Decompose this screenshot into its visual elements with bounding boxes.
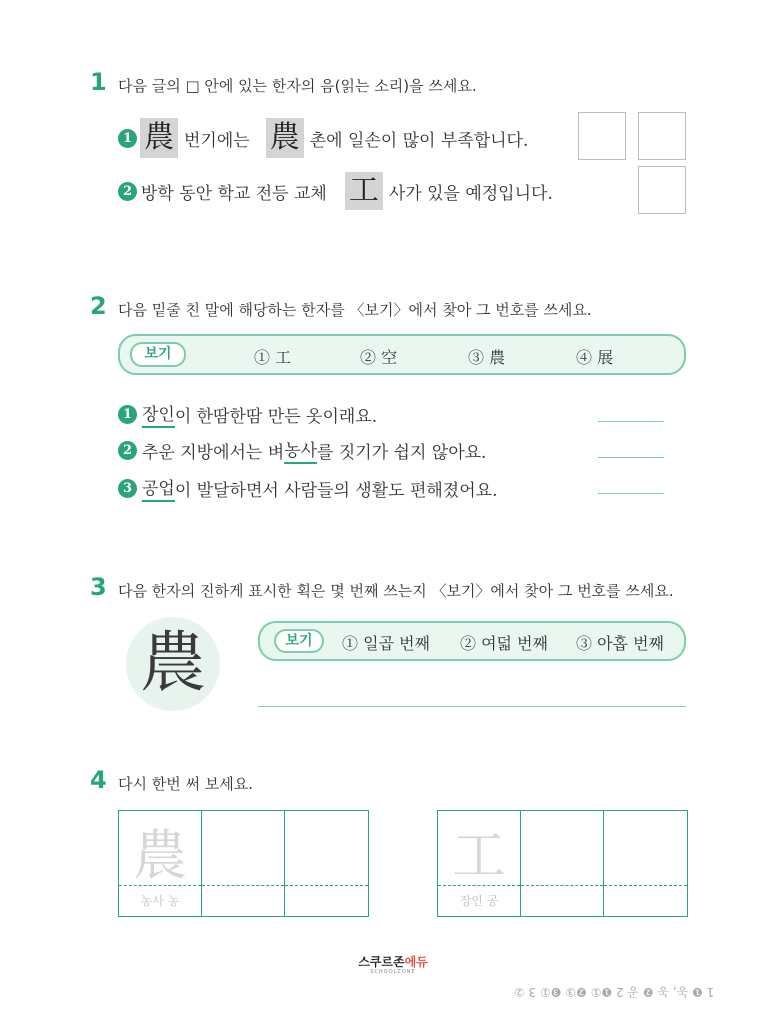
sentence-text: 사가 있을 예정입니다.: [388, 183, 553, 204]
hanja-circle: [126, 617, 220, 711]
question-3-instruction: 다음 한자의 진하게 표시한 획은 몇 번째 쓰는지 〈보기〉에서 찾아 그 번호를 쓰세요.: [118, 582, 674, 600]
guide-line: [202, 885, 284, 886]
sentence-text: 방학 동안 학교 전등 교체: [141, 183, 327, 204]
bogi-option: ② 空: [360, 348, 398, 367]
trace-hanja: 工: [452, 824, 506, 887]
question-number-1: 1: [90, 68, 107, 96]
question-2-instruction: 다음 밑줄 친 말에 해당하는 한자를 〈보기〉에서 찾아 그 번호를 쓰세요.: [118, 301, 592, 319]
q2-item-1: [118, 400, 377, 428]
underlined-word: 농사: [284, 436, 317, 464]
hanja-box: 工: [345, 172, 383, 210]
sentence-text: 번기에는: [184, 130, 250, 151]
question-number-4: 4: [90, 766, 107, 794]
q1-item-2: [118, 172, 553, 210]
bogi-option: ④ 展: [576, 348, 614, 367]
bogi-box: [258, 621, 686, 661]
writing-cell[interactable]: [119, 811, 202, 916]
question-1-instruction: 다음 글의 □ 안에 있는 한자의 음(읽는 소리)을 쓰세요.: [118, 77, 477, 95]
writing-cell[interactable]: [438, 811, 521, 916]
stroke-order-hanja: 農: [140, 624, 206, 701]
q2-item-2: [118, 436, 486, 464]
bogi-option: ① 工: [254, 348, 292, 367]
writing-cell[interactable]: [521, 811, 604, 916]
bogi-option: ② 여덟 번째: [460, 634, 548, 653]
sentence-text: 이 발달하면서 사람들의 생활도 편해졌어요.: [174, 480, 498, 501]
hanja-box: 農: [266, 118, 304, 158]
item-marker: 2: [118, 441, 137, 460]
logo-subtext: SCHOOLZONE: [370, 969, 416, 975]
logo-text-accent: 에듀: [404, 955, 428, 969]
bogi-label: 보기: [130, 342, 186, 367]
answer-line[interactable]: [598, 421, 664, 422]
answer-box[interactable]: [638, 166, 686, 214]
answer-box[interactable]: [578, 112, 626, 160]
q1-item-1: [118, 118, 528, 158]
answer-line[interactable]: [598, 493, 664, 494]
underlined-word: 공업: [142, 474, 175, 502]
bogi-option: ① 일곱 번째: [342, 634, 430, 653]
logo-text: 스쿠르존: [358, 955, 405, 969]
bogi-box: [118, 334, 686, 375]
hanja-meaning: 농사 농: [140, 894, 180, 908]
sentence-text: 촌에 일손이 많이 부족합니다.: [309, 130, 529, 151]
publisher-logo: [347, 951, 439, 975]
bogi-option: ③ 農: [468, 348, 506, 367]
guide-line: [285, 885, 368, 886]
item-marker: 3: [118, 479, 137, 498]
item-marker: 1: [118, 129, 137, 148]
item-marker: 2: [118, 182, 137, 201]
answer-key: 1 ❶ 농, 농 ❷ 공 2 ❶① ❷③ ❸① 3 ②: [514, 985, 715, 999]
item-marker: 1: [118, 405, 137, 424]
question-4-instruction: 다시 한번 써 보세요.: [118, 775, 253, 793]
guide-line: [604, 885, 687, 886]
answer-line[interactable]: [598, 457, 664, 458]
question-number-3: 3: [90, 573, 107, 601]
trace-hanja: 農: [133, 824, 187, 887]
writing-cell[interactable]: [202, 811, 285, 916]
answer-box[interactable]: [638, 112, 686, 160]
hanja-box: 農: [140, 118, 178, 158]
hanja-meaning: 장인 공: [459, 894, 499, 908]
writing-cell[interactable]: [604, 811, 687, 916]
question-number-2: 2: [90, 292, 107, 320]
writing-grid: [437, 810, 688, 917]
guide-line: [521, 885, 603, 886]
guide-line: [438, 885, 520, 886]
writing-cell[interactable]: [285, 811, 368, 916]
underlined-word: 장인: [142, 400, 175, 428]
answer-line[interactable]: [258, 706, 686, 707]
guide-line: [119, 885, 201, 886]
sentence-text: 이 한땀한땀 만든 옷이래요.: [174, 406, 378, 427]
bogi-option: ③ 아홉 번째: [576, 634, 664, 653]
bogi-label: 보기: [274, 629, 324, 653]
q2-item-3: [118, 474, 497, 502]
sentence-text: 를 짓기가 쉽지 않아요.: [317, 442, 487, 463]
sentence-text: 추운 지방에서는 벼: [142, 442, 285, 463]
writing-grid: [118, 810, 369, 917]
